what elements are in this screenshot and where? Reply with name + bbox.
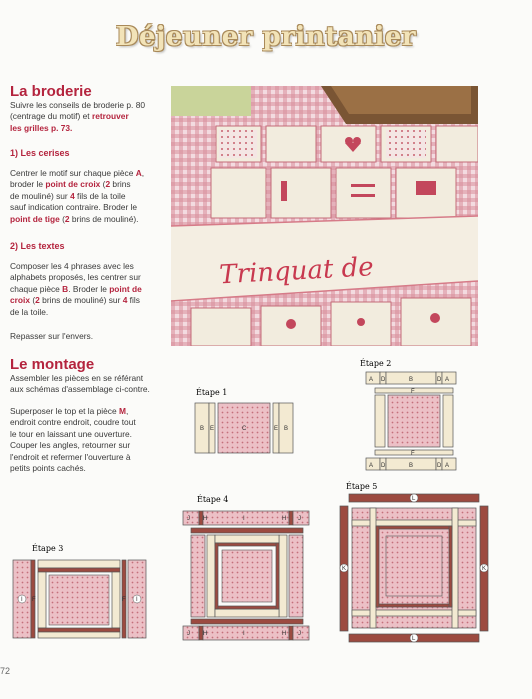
svg-text:B: B [409, 377, 414, 383]
svg-text:D: D [381, 377, 386, 383]
svg-text:D: D [437, 463, 442, 469]
montage-para1: Assembler les pièces en se référant aux schémas d'assemblage ci-contre. [10, 373, 150, 395]
svg-text:L: L [412, 636, 416, 642]
montage-para2: Superposer le top et la pièce M, endroit contre endroit, coudre tout le tour en laissant une ouverture. Couper les angles, retourner sur l'endroit et refermer l'ouverture à petits points cachés. [10, 406, 136, 474]
svg-text:B: B [200, 426, 205, 432]
svg-text:K: K [482, 566, 487, 572]
svg-text:A: A [445, 377, 450, 383]
tablecloth-photo [171, 86, 478, 346]
svg-text:H: H [282, 516, 287, 522]
svg-text:H: H [203, 516, 208, 522]
embroidered-text: Trinquat de [218, 252, 375, 291]
broderie-intro: Suivre les conseils de broderie p. 80 (centrage du motif) et retrouver les grilles p. 73. [10, 100, 146, 133]
etape3-label: Étape 3 [32, 544, 64, 553]
svg-text:F: F [122, 597, 126, 603]
svg-text:I: I [21, 597, 23, 603]
etape1-diagram [195, 403, 293, 453]
svg-text:E: E [210, 426, 215, 432]
svg-text:C: C [242, 426, 247, 432]
svg-text:A: A [369, 463, 374, 469]
svg-text:I: I [243, 631, 245, 637]
letter-a: A [369, 377, 374, 383]
etape3-diagram [13, 560, 146, 638]
montage-heading: Le montage [10, 356, 95, 373]
broderie-heading: La broderie [10, 83, 92, 100]
etape4-label: Étape 4 [197, 495, 229, 504]
svg-text:F: F [411, 389, 415, 395]
svg-text:H: H [282, 631, 287, 637]
textes-text: Composer les 4 phrases avec les alphabets proposés, les centrer sur chaque pièce B. Broder le point de croix (2 brins de mouliné) sur 4 fils de la toile. [10, 261, 142, 317]
svg-text:B: B [284, 426, 289, 432]
svg-text:E: E [274, 426, 279, 432]
cerises-heading: 1) Les cerises [10, 148, 70, 158]
svg-text:J: J [298, 516, 301, 522]
svg-text:H: H [203, 631, 208, 637]
svg-text:L: L [412, 496, 416, 502]
svg-text:F: F [411, 451, 415, 457]
svg-text:D: D [381, 463, 386, 469]
svg-text:K: K [342, 566, 347, 572]
etape2-label: Étape 2 [360, 359, 392, 368]
svg-text:I: I [136, 597, 138, 603]
svg-text:J: J [298, 631, 301, 637]
etape1-label: Étape 1 [196, 388, 228, 397]
etape5-diagram [340, 494, 488, 642]
svg-text:D: D [437, 377, 442, 383]
etape2-diagram [366, 372, 456, 470]
svg-text:J: J [187, 631, 190, 637]
page-number: 72 [0, 666, 11, 676]
svg-text:I: I [243, 516, 245, 522]
svg-text:B: B [409, 463, 414, 469]
etape4-diagram [183, 511, 309, 640]
etape5-label: Étape 5 [346, 482, 378, 491]
assembly-diagrams [0, 350, 532, 650]
svg-text:A: A [445, 463, 450, 469]
repasser-text: Repasser sur l'envers. [10, 331, 94, 341]
cerises-text: Centrer le motif sur chaque pièce A, broder le point de croix (2 brins de mouliné) sur 4 fils de la toile sauf indication contraire. Broder le point de tige (2 brins de mouliné). [10, 168, 145, 224]
svg-text:F: F [32, 597, 36, 603]
textes-heading: 2) Les textes [10, 241, 65, 251]
page-title: Déjeuner printanier [115, 22, 417, 52]
svg-text:J: J [187, 516, 190, 522]
